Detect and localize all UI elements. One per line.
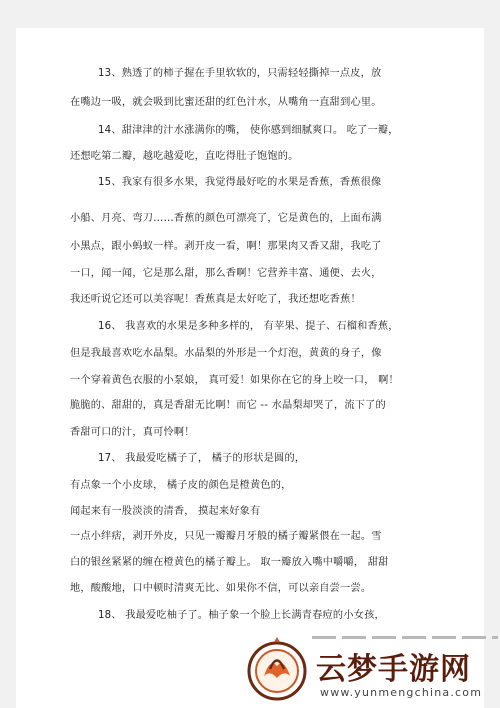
watermark-divider [312,636,498,639]
text-line: 15、我家有很多水果，我觉得最好吃的水果是香蕉，香蕉很像 [98,177,382,188]
text-line: 但是我最喜欢吃水晶梨。水晶梨的外形是一个灯泡，黄黄的身子，像 [70,348,382,359]
text-line: 脆脆的、甜甜的，真是香甜无比啊！而它 -- 水晶梨却哭了，流下了的 [70,400,386,411]
watermark-logo-icon [244,636,310,702]
text-line: 香甜可口的汁，真可怜啊！ [70,427,195,438]
text-line: 一点小绊痞，剥开外皮，只见一瓣瓣月牙般的橘子瓣紧偎在一起。雪 [70,531,382,542]
text-line: 小船、月亮、弯刀……香蕉的颜色可漂亮了，它是黄色的，上面布满 [70,213,382,224]
text-line: 17、 我最爱吃橘子了， 橘子的形状是圆的， [98,453,306,464]
text-line: 小黑点，跟小蚂蚁一样。剥开皮一看，啊！那果肉又香又甜，我吃了 [70,241,382,252]
text-line: 16、 我喜欢的水果是多种多样的， 有苹果、提子、石榴和香蕉， [98,321,399,332]
text-line: 一个穿着黄色衣服的小泵娘， 真可爱！如果你在它的身上咬一口， 啊！ [70,375,399,386]
text-line: 地，酸酸地，口中顿时清爽无比、如果你不信，可以亲自尝一尝。 [70,583,372,594]
text-line: 14、甜津津的汁水涨满你的嘴， 使你感到细腻爽口。 吃了一瓣， [98,125,399,136]
text-line: 闻起来有一股淡淡的清香， 摸起来好象有 [70,506,261,517]
text-line: 有点象一个小皮球， 橘子皮的颜色是橙黄色的， [70,480,292,491]
text-line: 我还听说它还可以美容呢！香蕉真是太好吃了，我还想吃香蕉！ [70,294,361,305]
site-watermark [220,632,500,708]
watermark-title: 云梦手游网 [316,652,471,687]
watermark-url: www.yunmengchina.com [320,686,483,699]
text-line: 白的银丝紧紧的缠在橙黄色的橘子瓣上。 取一瓣放入嘴中嚼嚼， 甜甜 [70,557,389,568]
text-line: 在嘴边一吸，就会吸到比蜜还甜的红色汁水，从嘴角一直甜到心里。 [70,97,382,108]
text-line: 还想吃第二瓣，越吃越爱吃，直吃得肚子饱饱的。 [70,151,299,162]
text-line: 一口，闻一闻，它是那么甜，那么香啊！它营养丰富、通便、去火， [70,268,382,279]
text-line: 18、 我最爱吃柚子了。柚子象一个脸上长满青春痘的小女孩， [98,610,385,621]
text-line: 13、熟透了的柿子握在手里软软的，只需轻轻撕掉一点皮，放 [98,68,382,79]
